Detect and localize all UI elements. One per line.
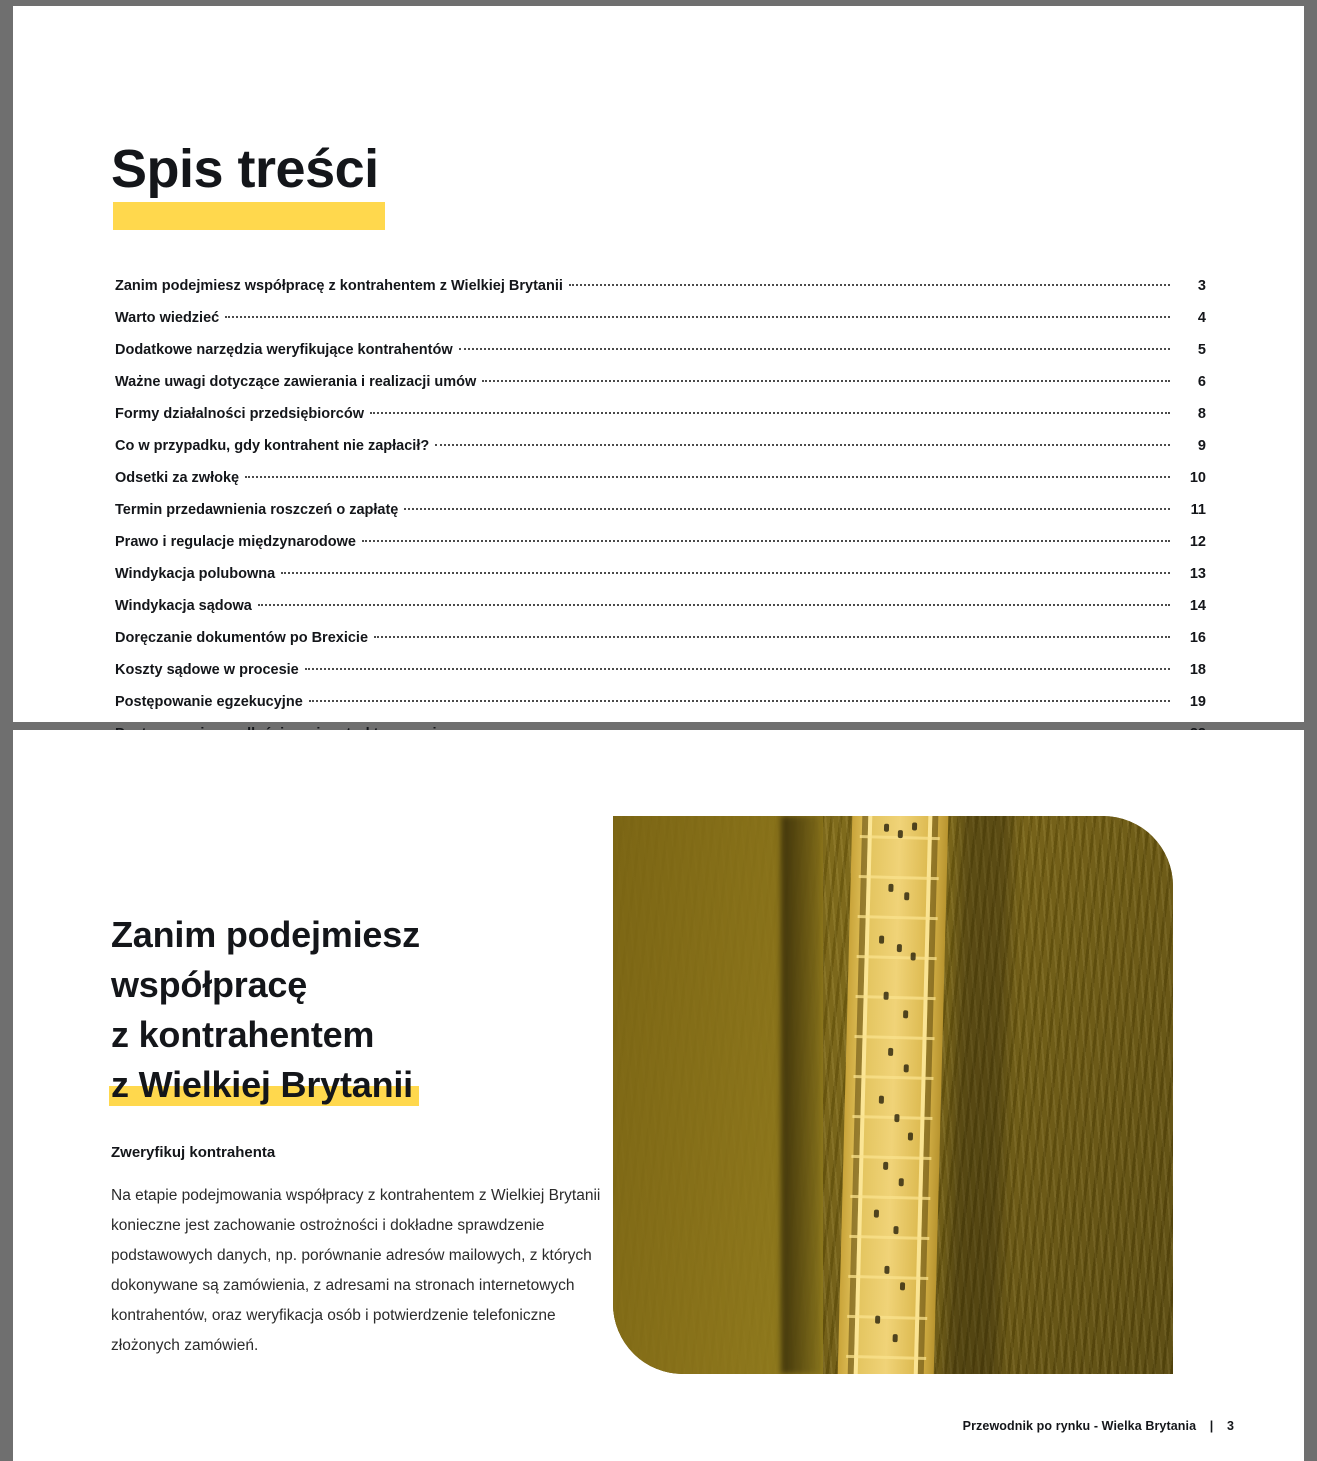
toc-entry-page: 16 xyxy=(1189,630,1206,647)
chapter-image-column xyxy=(613,730,1304,1461)
toc-leader-dots xyxy=(225,315,1170,318)
toc-entry-label: Prawo i regulacje międzynarodowe xyxy=(115,534,356,551)
toc-leader-dots xyxy=(459,347,1170,350)
pedestrian xyxy=(883,1162,888,1170)
chapter-subtitle: Zweryfikuj kontrahenta xyxy=(111,1144,276,1161)
pedestrian xyxy=(899,1178,904,1186)
chapter-heading-line-2: współpracę xyxy=(111,964,308,1005)
pedestrian xyxy=(911,952,916,960)
pedestrian xyxy=(874,1210,879,1218)
toc-entry-page: 3 xyxy=(1197,278,1206,295)
toc-entry-label: Koszty sądowe w procesie xyxy=(115,662,299,679)
toc-entry[interactable] xyxy=(115,398,1206,430)
toc-entry[interactable] xyxy=(115,270,1206,302)
chapter-heading-block xyxy=(111,910,420,1110)
pedestrian xyxy=(879,1096,884,1104)
toc-entry-label: Doręczanie dokumentów po Brexicie xyxy=(115,630,369,647)
toc-entry-label: Windykacja polubowna xyxy=(115,566,276,583)
toc-entry[interactable] xyxy=(115,302,1206,334)
toc-entry[interactable] xyxy=(115,526,1206,558)
chapter-heading-line-1: Zanim podejmiesz xyxy=(111,914,420,955)
pedestrian xyxy=(904,892,909,900)
toc-entry-label: Formy działalności przedsiębiorców xyxy=(115,406,364,423)
toc-leader-dots xyxy=(370,411,1170,414)
toc-entry-page: 9 xyxy=(1197,438,1206,455)
toc-entry-label: Postępowanie egzekucyjne xyxy=(115,694,303,711)
page-chapter-opener xyxy=(13,730,1304,1461)
pedestrian xyxy=(888,884,893,892)
pedestrian xyxy=(893,1226,898,1234)
toc-entry-page: 10 xyxy=(1189,470,1206,487)
bridge-deck xyxy=(837,816,949,1374)
toc-entry[interactable] xyxy=(115,686,1206,718)
toc-entry-label: Co w przypadku, gdy kontrahent nie zapłacił? xyxy=(115,438,430,455)
title-highlight-bar xyxy=(113,202,385,230)
toc-list xyxy=(115,270,1206,782)
toc-entry[interactable] xyxy=(115,366,1206,398)
page-footer xyxy=(963,1419,1234,1433)
toc-entry-page: 12 xyxy=(1189,534,1206,551)
pedestrian xyxy=(897,944,902,952)
toc-leader-dots xyxy=(305,667,1170,670)
chapter-body-paragraph: Na etapie podejmowania współpracy z kontrahentem z Wielkiej Brytanii konieczne jest zachowanie ostrożności i dokładne sprawdzenie podstawowych danych, np. porównanie adresów mailowych, z których dokonywane są zamówienia, z adresami na stronach internetowych kontrahentów, oraz weryfikacja osób i potwierdzenie telefoniczne złożonych zamówień. xyxy=(111,1187,601,1354)
toc-entry-label: Termin przedawnienia roszczeń o zapłatę xyxy=(115,502,399,519)
footer-page-number: 3 xyxy=(1226,1419,1234,1433)
toc-leader-dots xyxy=(435,443,1170,446)
toc-leader-dots xyxy=(374,635,1170,638)
page-table-of-contents xyxy=(13,6,1304,722)
toc-entry-page: 19 xyxy=(1189,694,1206,711)
bridge-aerial-photo xyxy=(613,816,1173,1374)
pedestrian xyxy=(903,1010,908,1018)
toc-entry[interactable] xyxy=(115,462,1206,494)
pedestrian xyxy=(884,1266,889,1274)
shoreline-shadow xyxy=(781,816,821,1374)
chapter-text-column xyxy=(13,730,613,1461)
toc-leader-dots xyxy=(281,571,1170,574)
toc-entry[interactable] xyxy=(115,622,1206,654)
toc-entry[interactable] xyxy=(115,590,1206,622)
footer-title: Przewodnik po rynku - Wielka Brytania xyxy=(962,1419,1197,1433)
toc-entry-page: 18 xyxy=(1189,662,1206,679)
toc-leader-dots xyxy=(258,603,1170,606)
toc-leader-dots xyxy=(482,379,1170,382)
toc-entry-page: 4 xyxy=(1197,310,1206,327)
pedestrian xyxy=(884,824,889,832)
toc-entry-page: 11 xyxy=(1190,502,1206,519)
pedestrian xyxy=(888,1048,893,1056)
pedestrian xyxy=(893,1334,898,1342)
toc-leader-dots xyxy=(569,283,1170,286)
toc-entry-label: Ważne uwagi dotyczące zawierania i realizacji umów xyxy=(115,374,477,391)
pedestrian xyxy=(904,1064,909,1072)
toc-entry-page: 6 xyxy=(1197,374,1206,391)
chapter-heading-line-4: z Wielkiej Brytanii xyxy=(111,1060,413,1110)
chapter-heading-line-3: z kontrahentem xyxy=(111,1014,375,1055)
toc-leader-dots xyxy=(309,699,1170,702)
toc-entry-label: Dodatkowe narzędzia weryfikujące kontrahentów xyxy=(115,342,453,359)
toc-entry-label: Warto wiedzieć xyxy=(115,310,220,327)
pedestrian xyxy=(894,1114,899,1122)
toc-entry-label: Odsetki za zwłokę xyxy=(115,470,240,487)
page-title: Spis treści xyxy=(111,139,379,200)
pedestrian xyxy=(875,1316,880,1324)
pedestrian xyxy=(879,936,884,944)
toc-entry-label: Windykacja sądowa xyxy=(115,598,252,615)
toc-leader-dots xyxy=(362,539,1170,542)
toc-title-block xyxy=(111,102,379,236)
toc-entry-page: 14 xyxy=(1189,598,1206,615)
toc-entry-page: 13 xyxy=(1189,566,1206,583)
pedestrian xyxy=(912,822,917,830)
pedestrian xyxy=(884,992,889,1000)
toc-leader-dots xyxy=(404,507,1170,510)
toc-entry[interactable] xyxy=(115,558,1206,590)
toc-entry[interactable] xyxy=(115,334,1206,366)
toc-entry-page: 8 xyxy=(1197,406,1206,423)
footer-separator: | xyxy=(1209,1419,1214,1433)
pedestrian xyxy=(900,1282,905,1290)
pedestrian xyxy=(898,830,903,838)
toc-entry-label: Zanim podejmiesz współpracę z kontrahentem z Wielkiej Brytanii xyxy=(115,278,563,295)
pedestrian xyxy=(908,1132,913,1140)
chapter-heading xyxy=(111,910,420,1110)
toc-leader-dots xyxy=(245,475,1170,478)
toc-entry-page: 5 xyxy=(1197,342,1206,359)
toc-entry[interactable] xyxy=(115,654,1206,686)
toc-entry[interactable] xyxy=(115,494,1206,526)
toc-entry[interactable] xyxy=(115,430,1206,462)
